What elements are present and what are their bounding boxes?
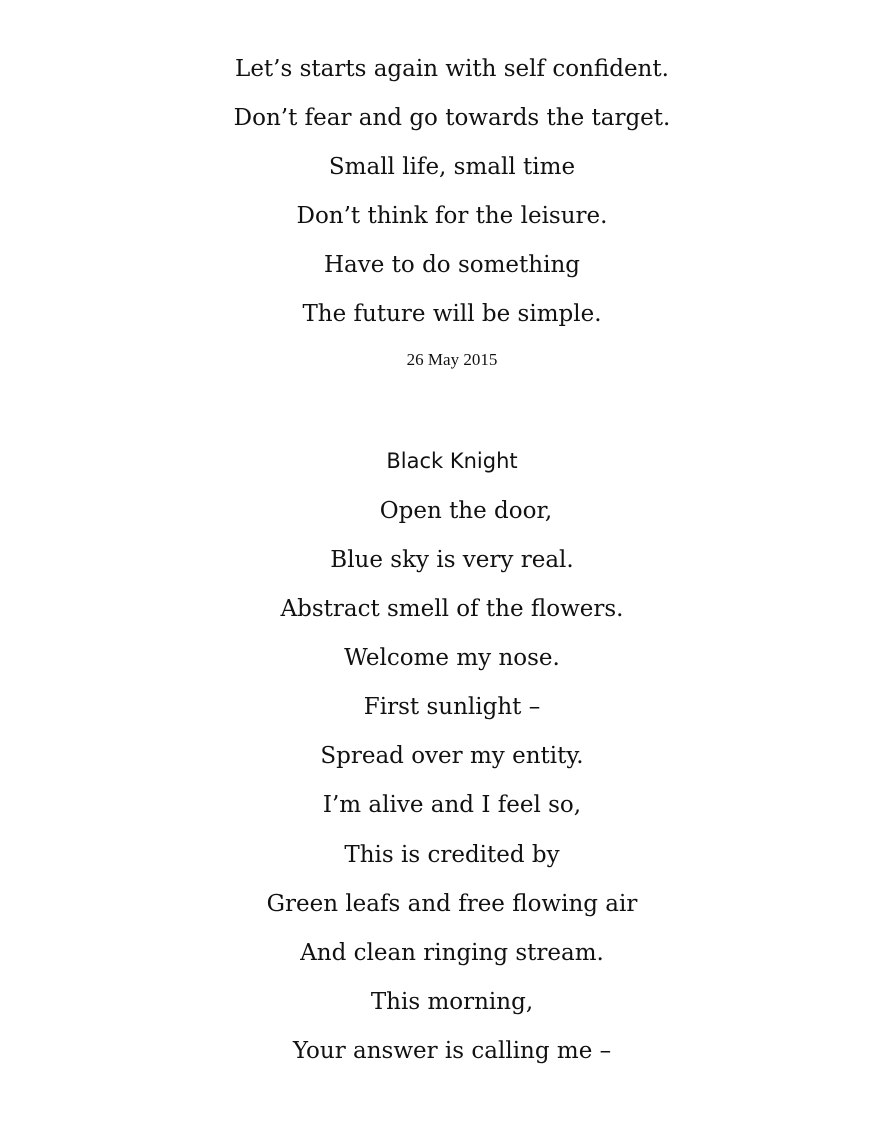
poem2-line-4: Welcome my nose. xyxy=(344,645,560,671)
poem2-line-11: This morning, xyxy=(370,989,534,1015)
poem2-line-6: Spread over my entity. xyxy=(320,743,584,769)
poem1-line-4: Don’t think for the leisure. xyxy=(296,203,608,229)
poem2-line-5: First sunlight – xyxy=(363,694,541,720)
poem2-line-3: Abstract smell of the flowers. xyxy=(280,596,624,622)
poem1-line-3: Small life, small time xyxy=(328,154,576,180)
poem2-title: Black Knight xyxy=(386,449,518,473)
poem2-line-10: And clean ringing stream. xyxy=(300,940,604,966)
poem1-line-1: Let’s starts again with self confident. xyxy=(235,56,669,82)
poem2-line-9: Green leafs and free flowing air xyxy=(266,891,638,917)
poem2-line-7: I’m alive and I feel so, xyxy=(322,792,582,818)
poem2-line-2: Blue sky is very real. xyxy=(330,547,574,573)
poem1-line-2: Don’t fear and go towards the target. xyxy=(233,105,671,131)
poem2-line-1: Open the door, xyxy=(379,498,553,524)
poem1-date: 26 May 2015 xyxy=(406,350,498,369)
poem2-line-12: Your answer is calling me – xyxy=(292,1038,612,1064)
poem1-line-6: The future will be simple. xyxy=(302,301,602,327)
poem2-line-8: This is credited by xyxy=(344,842,560,868)
poem1-line-5: Have to do something xyxy=(324,252,580,278)
